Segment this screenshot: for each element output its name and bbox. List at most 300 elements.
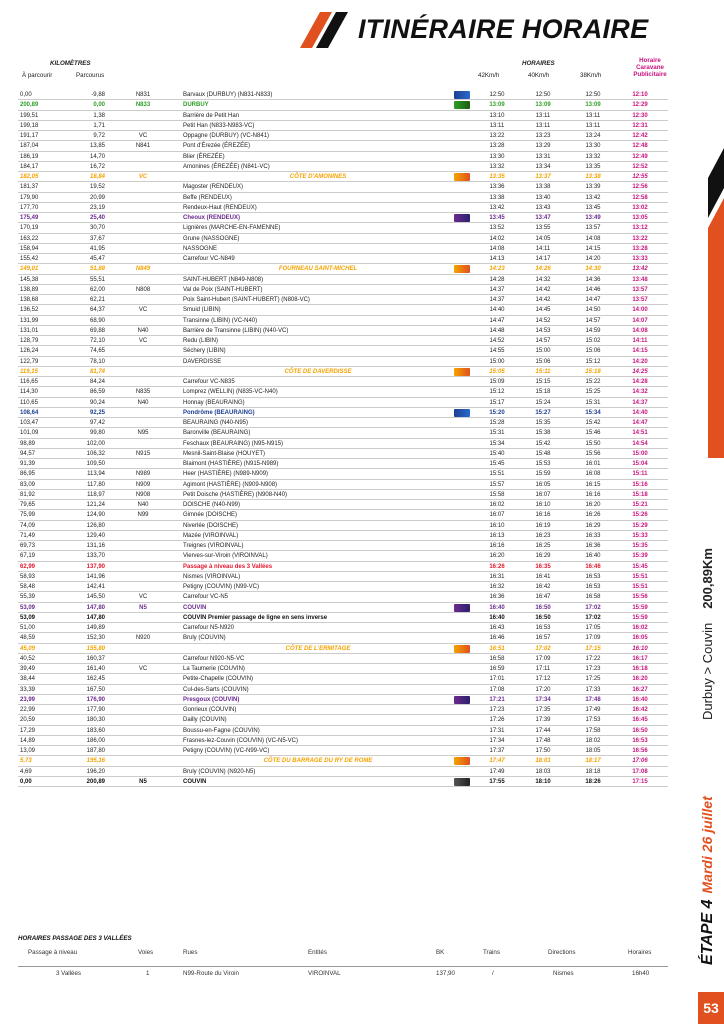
place-cell: Grune (NASSOGNE) [183,235,240,242]
table-row [18,285,668,295]
time-42-cell: 13:10 [489,112,505,119]
road-cell: N40 [137,399,149,406]
time-caravane-cell: 13:48 [632,276,648,283]
km-remaining-cell: 177,70 [20,204,39,211]
time-38-cell: 13:42 [585,194,601,201]
km-done-cell: 86,59 [89,389,105,396]
km-remaining-cell: 38,44 [20,676,36,683]
time-38-cell: 16:26 [585,512,601,519]
road-cell: N40 [137,327,149,334]
km-remaining-cell: 114,30 [20,389,38,396]
road-cell: N808 [135,286,151,293]
km-remaining-cell: 103,47 [20,420,39,426]
km-remaining-cell: 23,99 [20,696,36,703]
table-row [18,193,668,203]
time-40-cell: 13:55 [535,225,551,232]
km-done-cell: 142,41 [86,584,105,590]
place-cell: Barvaux (DURBUY) (N831-N833) [183,92,273,98]
time-42-cell: 15:12 [489,389,505,396]
start-flag-icon [454,90,472,99]
road-cell: N920 [135,635,151,642]
time-caravane-cell: 12:31 [632,122,648,129]
time-caravane-cell: 14:51 [632,430,648,437]
time-42-cell: 15:31 [489,430,505,437]
time-42-cell: 16:13 [489,532,505,539]
place-cell: NASSOGNE [183,245,218,252]
km-done-cell: 14,70 [89,153,105,160]
time-40-cell: 13:11 [535,122,551,129]
place-cell: Carrefour N920-N5-VC [183,655,245,662]
km-done-cell: 155,80 [86,645,105,652]
time-38-cell: 18:26 [585,778,601,785]
place-cell: Amonines (ÉREZÉE) (N841-VC) [183,163,270,170]
climb-icon [454,644,472,653]
km-done-cell: 141,96 [86,573,105,580]
time-caravane-cell: 12:56 [632,184,648,191]
time-caravane-cell: 16:53 [632,737,648,744]
table-row [18,562,668,572]
time-38-cell: 15:18 [585,368,601,375]
km-remaining-cell: 0,00 [20,778,32,785]
time-42-cell: 17:49 [489,768,505,775]
km-remaining-cell: 17,29 [20,727,36,734]
time-caravane-cell: 15:18 [632,491,648,498]
table-row [18,244,668,254]
table-row [18,695,668,705]
place-cell: Rendeux-Haut (RENDEUX) [183,204,257,211]
km-remaining-cell: 81,92 [20,491,36,498]
table-row [18,644,668,654]
km-remaining-cell: 40,52 [20,655,36,662]
table-row [18,418,668,428]
time-40-cell: 16:47 [535,594,551,601]
time-40-cell: 17:20 [535,686,551,693]
time-42-cell: 14:02 [489,235,505,242]
time-42-cell: 14:37 [489,286,505,293]
time-42-cell: 16:51 [489,645,505,652]
km-done-cell: 92,25 [89,409,105,416]
km-remaining-cell: 145,38 [20,276,39,283]
km-done-cell: 81,74 [89,368,105,375]
km-done-cell: 62,21 [89,297,105,303]
time-40-cell: 13:11 [535,112,551,119]
km-remaining-cell: 53,09 [20,614,36,621]
km-remaining-cell: 62,99 [20,563,36,570]
time-42-cell: 14:37 [489,297,505,303]
time-42-cell: 15:58 [489,491,505,498]
km-done-cell: 161,40 [86,666,105,672]
time-40-cell: 13:38 [535,184,551,191]
time-caravane-cell: 17:15 [632,778,648,785]
time-40-cell: 16:23 [535,532,551,539]
valleys-cell: VIROINVAL [308,970,341,977]
place-cell: Baronville (BEAURAING) [183,430,251,437]
time-40-cell: 18:10 [535,778,551,785]
stage-label [699,796,717,965]
valleys-table [18,935,668,980]
col-caravane: Horaire Caravane Publicitaire [633,57,667,78]
stage-route-label: Durbuy > Couvin [700,622,715,720]
time-caravane-cell: 17:08 [632,768,648,775]
km-remaining-cell: 20,59 [20,717,36,724]
time-38-cell: 13:45 [585,204,601,211]
km-done-cell: 99,80 [89,430,105,437]
km-done-cell: 160,37 [86,655,105,662]
table-row [18,449,668,459]
road-cell: N831 [135,92,151,98]
time-caravane-cell: 14:08 [632,327,648,334]
place-cell: Presgoux (COUVIN) [183,696,240,703]
time-40-cell: 15:15 [535,379,551,385]
time-42-cell: 13:36 [489,184,505,191]
table-row [18,408,668,418]
valleys-h-bk: BK [436,949,445,956]
place-cell: BEAURAING (N40-N95) [183,420,249,426]
km-remaining-cell: 67,19 [20,553,36,560]
road-cell: N5 [139,604,147,611]
km-done-cell: 195,16 [86,758,105,765]
table-row [18,357,668,367]
time-40-cell: 13:09 [535,102,551,109]
km-done-cell: 84,24 [89,379,105,385]
time-38-cell: 14:15 [585,245,601,252]
place-cell: Boussu-en-Fagne (COUVIN) [183,727,260,734]
km-done-cell: 30,70 [89,225,105,232]
time-42-cell: 15:20 [489,409,505,416]
table-row [18,336,668,346]
road-cell: N915 [135,450,151,457]
road-cell: VC [138,174,148,180]
km-done-cell: 37,67 [89,235,105,242]
km-done-cell: 1,38 [93,112,105,119]
time-caravane-cell: 16:27 [632,686,648,693]
km-remaining-cell: 170,19 [20,225,39,232]
time-40-cell: 14:42 [535,286,551,293]
place-cell: Carrefour VC-N5 [183,594,229,601]
km-group-header: KILOMÈTRES [50,60,91,67]
road-cell: N833 [135,102,151,109]
time-40-cell: 16:57 [535,635,551,642]
time-42-cell: 16:46 [489,635,505,642]
km-remaining-cell: 98,89 [20,440,36,447]
km-remaining-cell: 53,09 [20,604,36,611]
time-caravane-cell: 14:15 [632,348,648,355]
time-38-cell: 13:49 [585,215,601,221]
place-cell: Smuid (LIBIN) [183,307,221,314]
time-42-cell: 14:13 [489,256,505,262]
time-38-cell: 15:06 [585,348,601,355]
col-40kmh: 40Km/h [528,72,550,79]
time-42-cell: 14:55 [489,348,505,355]
time-38-cell: 17:05 [585,625,601,631]
time-caravane-cell: 16:40 [632,696,648,703]
page-title: ITINÉRAIRE HORAIRE [358,14,649,44]
valleys-cell: N99-Route du Viroin [183,970,239,977]
km-done-cell: 74,65 [89,348,105,355]
place-cell: Beffe (RENDEUX) [183,194,232,201]
table-row [18,305,668,315]
km-done-cell: 106,32 [86,450,105,457]
place-cell: Petite-Chapelle (COUVIN) [183,676,254,683]
time-40-cell: 17:12 [535,676,551,683]
time-42-cell: 17:21 [489,696,505,703]
time-38-cell: 17:22 [585,655,601,662]
time-42-cell: 16:43 [489,625,505,631]
time-caravane-cell: 14:28 [632,379,648,385]
km-done-cell: 69,88 [89,327,105,334]
time-38-cell: 16:58 [585,594,601,601]
table-row [18,551,668,561]
time-38-cell: 13:30 [585,143,601,150]
km-remaining-cell: 91,39 [20,461,36,467]
km-done-cell: 78,10 [89,358,105,365]
valleys-h-horaires: Horaires [628,949,652,956]
table-row [18,141,668,151]
time-caravane-cell: 14:07 [632,317,648,324]
time-caravane-cell: 14:20 [632,358,648,365]
place-cell: DURBUY [183,102,209,109]
time-38-cell: 16:40 [585,553,601,560]
time-42-cell: 16:59 [489,666,505,672]
climb-icon [454,172,472,181]
km-remaining-cell: 39,49 [20,666,36,672]
km-done-cell: 133,70 [86,553,105,560]
km-remaining-cell: 4,69 [20,768,32,775]
road-cell: VC [138,307,148,314]
time-42-cell: 14:40 [489,307,505,314]
time-caravane-cell: 14:47 [632,420,648,426]
km-done-cell: 180,30 [86,717,105,724]
time-caravane-cell: 16:42 [632,707,648,713]
place-cell: Heer (HASTIÈRE) (N989-N909) [183,471,269,478]
time-42-cell: 13:22 [489,133,505,139]
stage-number: ÉTAPE 4 [699,899,716,965]
place-cell: Petit Han (N833-N983-VC) [183,122,255,129]
time-caravane-cell: 16:10 [632,645,648,652]
time-caravane-cell: 16:02 [632,625,648,631]
time-40-cell: 16:25 [535,543,551,549]
km-remaining-cell: 175,49 [20,215,39,221]
road-cell: N835 [135,389,151,396]
km-remaining-cell: 187,04 [20,143,39,150]
place-cell: Blier (ÉREZÉE) [183,153,225,160]
valleys-cell: 137,90 [436,970,455,977]
km-remaining-cell: 55,39 [20,594,36,601]
valleys-cell: 1 [146,970,150,977]
km-remaining-cell: 58,93 [20,573,36,580]
time-caravane-cell: 13:28 [632,245,648,252]
valleys-h-rues: Rues [183,949,198,956]
time-caravane-cell: 12:49 [632,153,648,160]
time-caravane-cell: 16:50 [632,727,648,734]
km-done-cell: 19,52 [89,184,105,191]
road-cell: VC [138,338,148,344]
km-remaining-cell: 138,89 [20,286,39,293]
time-caravane-cell: 15:59 [632,614,648,621]
time-40-cell: 14:53 [535,327,551,334]
time-42-cell: 13:11 [489,122,505,129]
table-row [18,480,668,490]
km-remaining-cell: 13,09 [20,748,36,754]
sprint-icon [454,695,472,704]
time-caravane-cell: 16:45 [632,717,648,724]
time-42-cell: 15:00 [489,358,505,365]
km-done-cell: 117,80 [87,481,105,488]
time-38-cell: 16:53 [585,573,601,580]
place-cell: Niverlée (DOISCHE) [183,522,239,529]
km-remaining-cell: 199,51 [20,112,39,119]
time-40-cell: 13:29 [535,143,551,150]
km-done-cell: 51,88 [89,266,105,273]
time-42-cell: 17:34 [489,737,505,744]
table-row [18,377,668,387]
time-40-cell: 13:31 [535,153,551,160]
place-cell: CÔTE DU BARRAGE DU RY DE ROME [263,758,373,765]
time-42-cell: 15:57 [489,481,505,488]
km-remaining-cell: 182,05 [20,174,39,180]
km-done-cell: 55,51 [89,276,105,283]
table-row [18,295,668,305]
time-42-cell: 15:51 [489,471,505,478]
time-38-cell: 16:53 [585,584,601,590]
km-remaining-cell: 136,52 [20,307,39,314]
place-cell: Cul-des-Sarts (COUVIN) [183,686,249,693]
time-40-cell: 15:53 [535,461,551,467]
km-done-cell: 200,89 [86,778,105,785]
km-done-cell: 72,10 [89,338,105,344]
place-cell: Mesnil-Saint-Blaise (HOUYET) [183,450,266,457]
km-remaining-cell: 58,48 [20,584,36,590]
table-row [18,326,668,336]
time-38-cell: 14:47 [585,297,601,303]
place-cell: Poix Saint-Hubert (SAINT-HUBERT) (N808-VC) [183,297,310,303]
time-38-cell: 16:20 [585,502,601,508]
place-cell: Frasnes-lez-Couvin (COUVIN) (VC-N5-VC) [183,737,299,744]
km-done-cell: 16,72 [89,163,105,170]
time-42-cell: 17:55 [489,778,505,785]
time-caravane-cell: 12:29 [632,102,648,109]
km-done-cell: 187,80 [86,748,105,754]
time-caravane-cell: 13:22 [632,235,648,242]
time-38-cell: 16:01 [585,461,601,467]
time-42-cell: 17:23 [489,707,505,713]
time-38-cell: 17:48 [585,696,601,703]
time-42-cell: 14:47 [489,317,505,324]
time-38-cell: 17:58 [585,727,601,734]
time-40-cell: 16:05 [535,481,551,488]
table-row [18,254,668,264]
km-done-cell: 20,99 [89,194,105,201]
time-caravane-cell: 12:58 [632,194,648,201]
km-remaining-cell: 181,37 [20,184,39,191]
time-42-cell: 13:52 [489,225,505,232]
km-done-cell: 176,90 [86,696,105,703]
km-remaining-cell: 158,94 [20,245,39,252]
road-cell: N989 [135,471,151,478]
place-cell: Barrière de Petit Han [183,112,240,119]
time-42-cell: 16:40 [489,604,505,611]
road-cell: N849 [135,266,151,273]
table-row [18,592,668,602]
time-40-cell: 14:57 [535,338,551,344]
time-38-cell: 15:56 [585,450,601,457]
time-40-cell: 13:47 [535,215,551,221]
time-38-cell: 15:31 [585,399,601,406]
time-caravane-cell: 15:56 [632,594,648,601]
time-40-cell: 15:24 [535,399,551,406]
place-cell: DOISCHE (N40-N99) [183,502,241,508]
km-done-cell: 126,80 [86,522,105,529]
table-row [18,203,668,213]
place-cell: Bruly (COUVIN) [183,635,226,642]
time-caravane-cell: 12:30 [632,112,648,119]
valleys-h-passage: Passage à niveau [28,949,78,956]
km-remaining-cell: 33,39 [20,686,36,693]
time-38-cell: 14:30 [585,266,601,273]
time-42-cell: 16:16 [489,543,505,549]
valleys-title: HORAIRES PASSAGE DES 3 VALLÉES [18,935,132,942]
km-done-cell: 0,00 [93,102,105,109]
time-38-cell: 15:22 [585,379,601,385]
table-row [18,674,668,684]
time-40-cell: 13:34 [535,163,551,170]
table-row [18,736,668,746]
road-cell: N841 [135,143,151,150]
time-40-cell: 12:50 [535,92,551,98]
time-38-cell: 17:23 [585,666,601,672]
km-remaining-cell: 116,65 [20,379,38,385]
time-42-cell: 17:08 [489,686,505,693]
time-caravane-cell: 16:18 [632,666,648,672]
table-row [18,500,668,510]
time-caravane-cell: 13:57 [632,297,648,303]
time-40-cell: 16:19 [535,522,551,529]
table-row [18,777,668,787]
km-done-cell: 1,71 [93,122,105,129]
time-caravane-cell: 15:59 [632,604,648,611]
time-38-cell: 16:16 [585,491,601,498]
time-38-cell: 15:46 [585,430,601,437]
time-caravane-cell: 12:55 [632,174,648,180]
time-40-cell: 17:02 [535,645,551,652]
time-38-cell: 16:33 [585,532,601,539]
valleys-cell: / [492,970,494,977]
time-caravane-cell: 16:05 [632,635,648,642]
table-row [18,131,668,141]
time-caravane-cell: 15:51 [632,573,648,580]
km-remaining-cell: 108,64 [20,409,39,416]
time-40-cell: 14:17 [535,256,551,262]
time-caravane-cell: 13:12 [632,225,648,232]
time-38-cell: 13:09 [585,102,601,109]
km-done-cell: 102,00 [86,440,105,447]
time-40-cell: 18:01 [535,758,551,765]
valleys-header-row [18,946,668,960]
table-row [18,264,668,274]
place-cell: Carrefour N5-N920 [183,625,235,631]
time-38-cell: 16:29 [585,522,601,529]
time-40-cell: 14:32 [535,276,551,283]
place-cell: Petigny (COUVIN) (VC-N99-VC) [183,748,270,754]
time-38-cell: 16:36 [585,543,601,549]
place-cell: Petigny (COUVIN) (N99-VC) [183,584,260,590]
time-38-cell: 18:18 [585,768,601,775]
time-38-cell: 15:42 [585,420,601,426]
place-cell: Cheoux (RENDEUX) [183,215,241,221]
time-40-cell: 16:10 [535,502,551,508]
time-38-cell: 17:02 [585,614,601,621]
table-row [18,162,668,172]
